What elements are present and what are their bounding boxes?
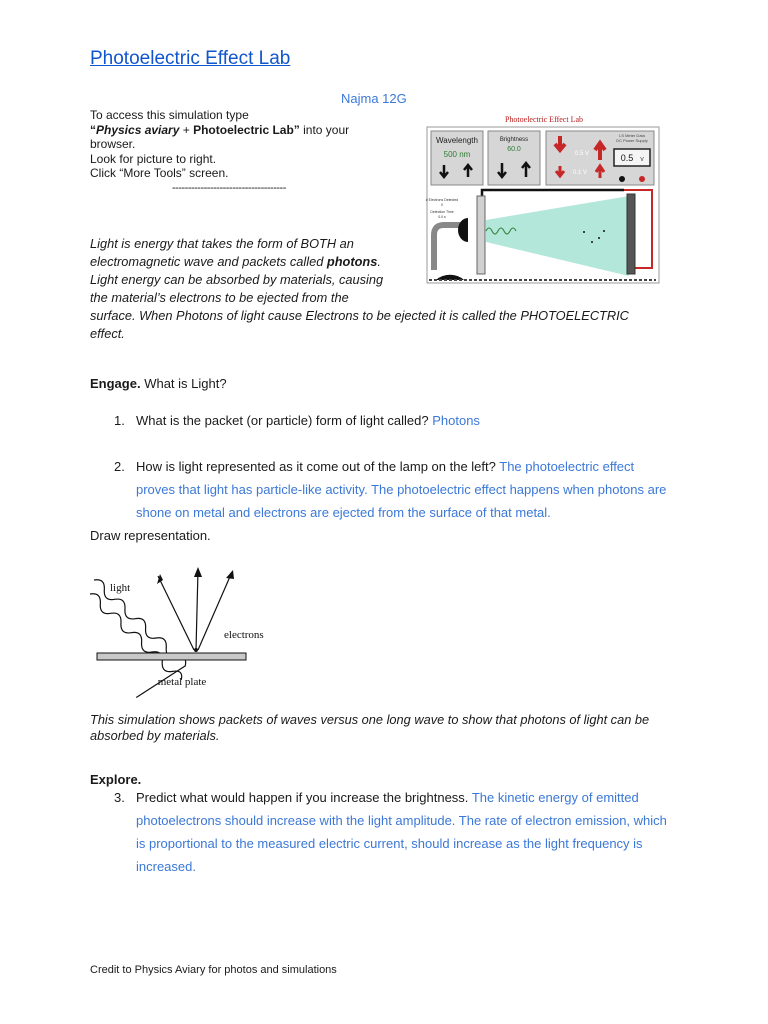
electrons-detected-label: # Electrons Detected	[425, 198, 459, 202]
question-text: How is light represented as it come out of the lamp on the left?	[136, 459, 500, 474]
terminal-red	[639, 176, 645, 182]
electron-dot	[194, 648, 198, 652]
metal-plate	[97, 653, 246, 660]
answer-text: Photons	[432, 413, 480, 428]
detection-time-label: Detection Time	[430, 210, 454, 214]
simulation-note: This simulation shows packets of waves versus one long wave to show that photons of light can be absorbed by materials.	[90, 712, 650, 743]
electrons-label: electrons	[224, 629, 264, 641]
question-number: 3.	[114, 790, 125, 805]
electron-dot	[583, 231, 585, 233]
arrowhead-icon	[226, 570, 234, 579]
author-name: Najma 12G	[341, 91, 407, 106]
instruction-line: Click “More Tools” screen.	[90, 166, 229, 180]
question-2	[114, 455, 676, 524]
light-wave-1	[53, 577, 198, 710]
answer-text: The kinetic energy of emitted photoelectrons should increase with the light amplitude. The rate of electron emission, which is proportional to the measured electric current, should increase as the light frequency is increased.	[136, 790, 667, 874]
voltage-display-value: 0.5	[620, 153, 634, 163]
terminal-black	[619, 176, 625, 182]
engage-heading: Engage. What is Light?	[90, 376, 227, 391]
simulation-title: Photoelectric Effect Lab	[504, 115, 584, 124]
answer-text: The photoelectric effect proves that light has particle-like activity. The photoelectric effect happens when photons are shone on metal and electrons are ejected from the surface of that metal.	[136, 459, 667, 520]
voltage-display-unit: V	[640, 157, 644, 163]
instruction-line: “Physics aviary + Photoelectric Lab” into your	[90, 122, 350, 137]
draw-representation-label: Draw representation.	[90, 528, 211, 543]
question-text: Predict what would happen if you increase the brightness.	[136, 790, 472, 805]
question-1	[114, 409, 676, 432]
instruction-line: Look for picture to right.	[90, 151, 217, 166]
electron-dot	[603, 230, 605, 232]
voltage-step-coarse: 0.5 V	[574, 151, 590, 157]
detection-time-value: 0.0 s	[438, 215, 446, 219]
divider-dashes: ------------------------------------	[172, 182, 286, 194]
power-label: LS Meter Data	[619, 133, 645, 138]
brightness-label: Brightness	[499, 137, 529, 143]
arrowhead-icon	[194, 567, 202, 577]
power-label-2: DC Power Supply	[616, 138, 648, 143]
question-number: 2.	[114, 459, 125, 474]
instruction-line: browser.	[90, 137, 136, 151]
question-3	[114, 786, 676, 878]
access-instructions	[90, 108, 410, 181]
electrons-detected-value: 0	[441, 203, 443, 207]
metal-plate-label: metal plate	[157, 676, 207, 688]
brightness-value: 60.0	[507, 146, 521, 153]
explore-heading: Explore.	[90, 772, 142, 787]
light-label: light	[110, 582, 131, 594]
page-title[interactable]: Photoelectric Effect Lab	[90, 48, 291, 69]
photoelectric-drawing	[88, 562, 264, 692]
arrowhead-icon	[157, 574, 163, 584]
question-number: 1.	[114, 413, 125, 428]
wavelength-label: Wavelength	[436, 136, 478, 145]
wavelength-value: 500 nm	[443, 150, 471, 159]
credit-footer: Credit to Physics Aviary for photos and simulations	[90, 964, 337, 976]
question-text: What is the packet (or particle) form of light called?	[136, 413, 433, 428]
voltage-step-fine: 0.1 V	[572, 170, 588, 176]
electron-path-2	[196, 570, 198, 650]
instruction-line: To access this simulation type	[90, 108, 249, 122]
intro-paragraph: Light is energy that takes the form of BOTH an electromagnetic wave and packets called photons. Light energy can be absorbed by materials, causing the material’s electrons to be ejected from the surface. When Photons of light cause Electrons to be ejected it is called the PHOTOELECTRIC effect.	[90, 236, 629, 341]
light-wave-2	[79, 591, 194, 681]
